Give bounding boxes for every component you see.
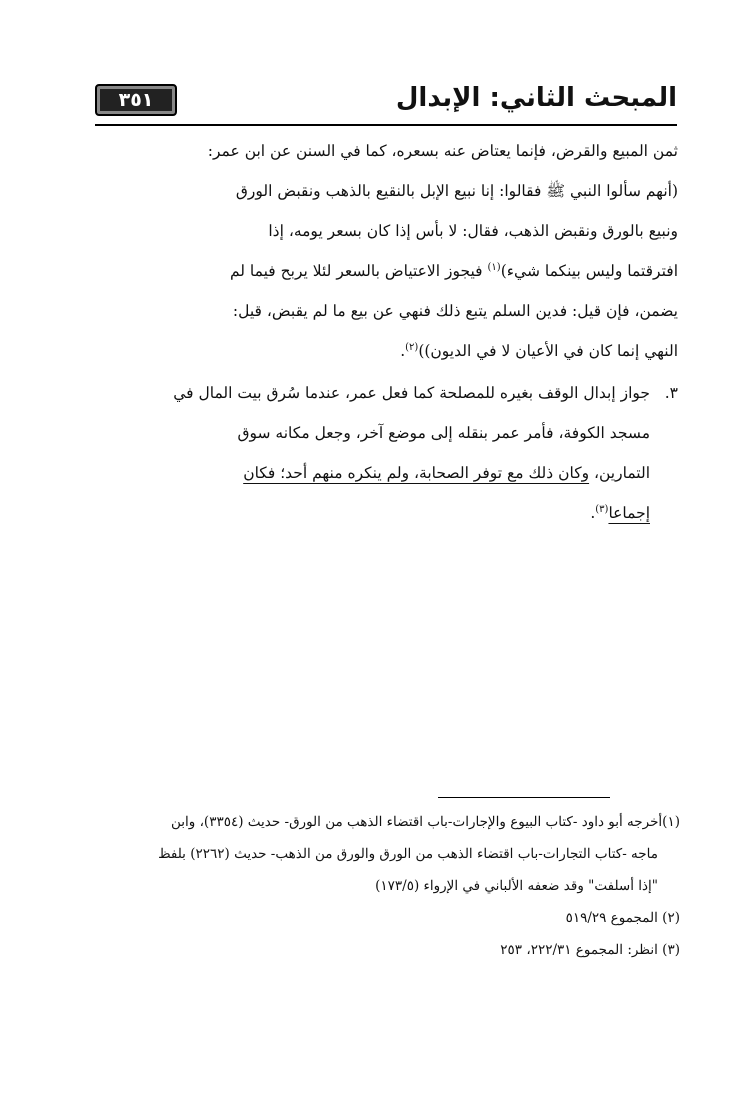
underlined-text: إجماعا xyxy=(608,504,650,522)
footnote-ref-2[interactable]: (٢) xyxy=(405,341,419,353)
footnote-1-line: ماجه -كتاب التجارات-باب اقتضاء الذهب من الورق والورق من الذهب- حديث (٢٢٦٢) بلفظ xyxy=(158,846,658,862)
text-line: يضمن، فإن قيل: فدين السلم يتبع ذلك فنهي عن بيع ما لم يقبض، قيل: xyxy=(232,302,678,320)
footnotes xyxy=(80,806,680,966)
chapter-title: المبحث الثاني: الإبدال xyxy=(395,83,677,113)
text-segment: فيجوز الاعتياض بالسعر لئلا يربح فيما لم xyxy=(229,262,488,280)
text-line xyxy=(80,493,650,533)
text-line xyxy=(80,251,678,291)
text-line xyxy=(80,453,650,493)
page-number-badge: ٣٥١ xyxy=(95,84,177,116)
text-line: ثمن المبيع والقرض، فإنما يعتاض عنه بسعره، كما في السنن عن ابن عمر: xyxy=(207,142,678,160)
text-line: مسجد الكوفة، فأمر عمر بنقله إلى موضع آخر، وجعل مكانه سوق xyxy=(237,424,650,442)
underlined-text: وكان ذلك مع توفر الصحابة، ولم ينكره منهم أحد؛ فكان xyxy=(243,464,590,482)
text-line: (أنهم سألوا النبي ﷺ فقالوا: إنا نبيع الإبل بالنقيع بالذهب ونقبض الورق xyxy=(235,182,678,200)
text-segment: افترقتما وليس بينكما شيء) xyxy=(500,262,678,280)
text-line: ونبيع بالورق ونقبض الذهب، فقال: لا بأس إذا كان بسعر يومه، إذا xyxy=(268,222,678,240)
footnote-2: (٢) المجموع ٥١٩/٢٩ xyxy=(565,910,680,926)
list-item-3 xyxy=(80,373,678,533)
text-segment: . xyxy=(590,504,596,522)
footnote-1-line: "إذا أسلفت" وقد ضعفه الألباني في الإرواء (١٧٣/٥) xyxy=(375,878,658,894)
footnote-3: (٣) انظر: المجموع ٢٢٢/٣١، ٢٥٣ xyxy=(500,942,680,958)
text-segment: النهي إنما كان في الأعيان لا في الديون)) xyxy=(418,342,678,360)
footnote-ref-1[interactable]: (١) xyxy=(487,261,501,273)
footnote-1-line: (١)أخرجه أبو داود -كتاب البيوع والإجارات-باب اقتضاء الذهب من الورق- حديث (٣٣٥٤)، وابن xyxy=(170,814,680,830)
running-header xyxy=(95,78,677,126)
text-segment: التمارين، xyxy=(589,464,650,482)
text-line xyxy=(80,331,678,371)
text-line: جواز إبدال الوقف بغيره للمصلحة كما فعل عمر، عندما سُرق بيت المال في xyxy=(173,384,650,402)
footnote-ref-3[interactable]: (٣) xyxy=(595,503,609,515)
footnote-separator xyxy=(438,797,610,798)
main-text xyxy=(80,131,678,533)
item-number: ٣. xyxy=(664,384,678,402)
header-rule xyxy=(95,124,677,126)
text-segment: . xyxy=(400,342,406,360)
